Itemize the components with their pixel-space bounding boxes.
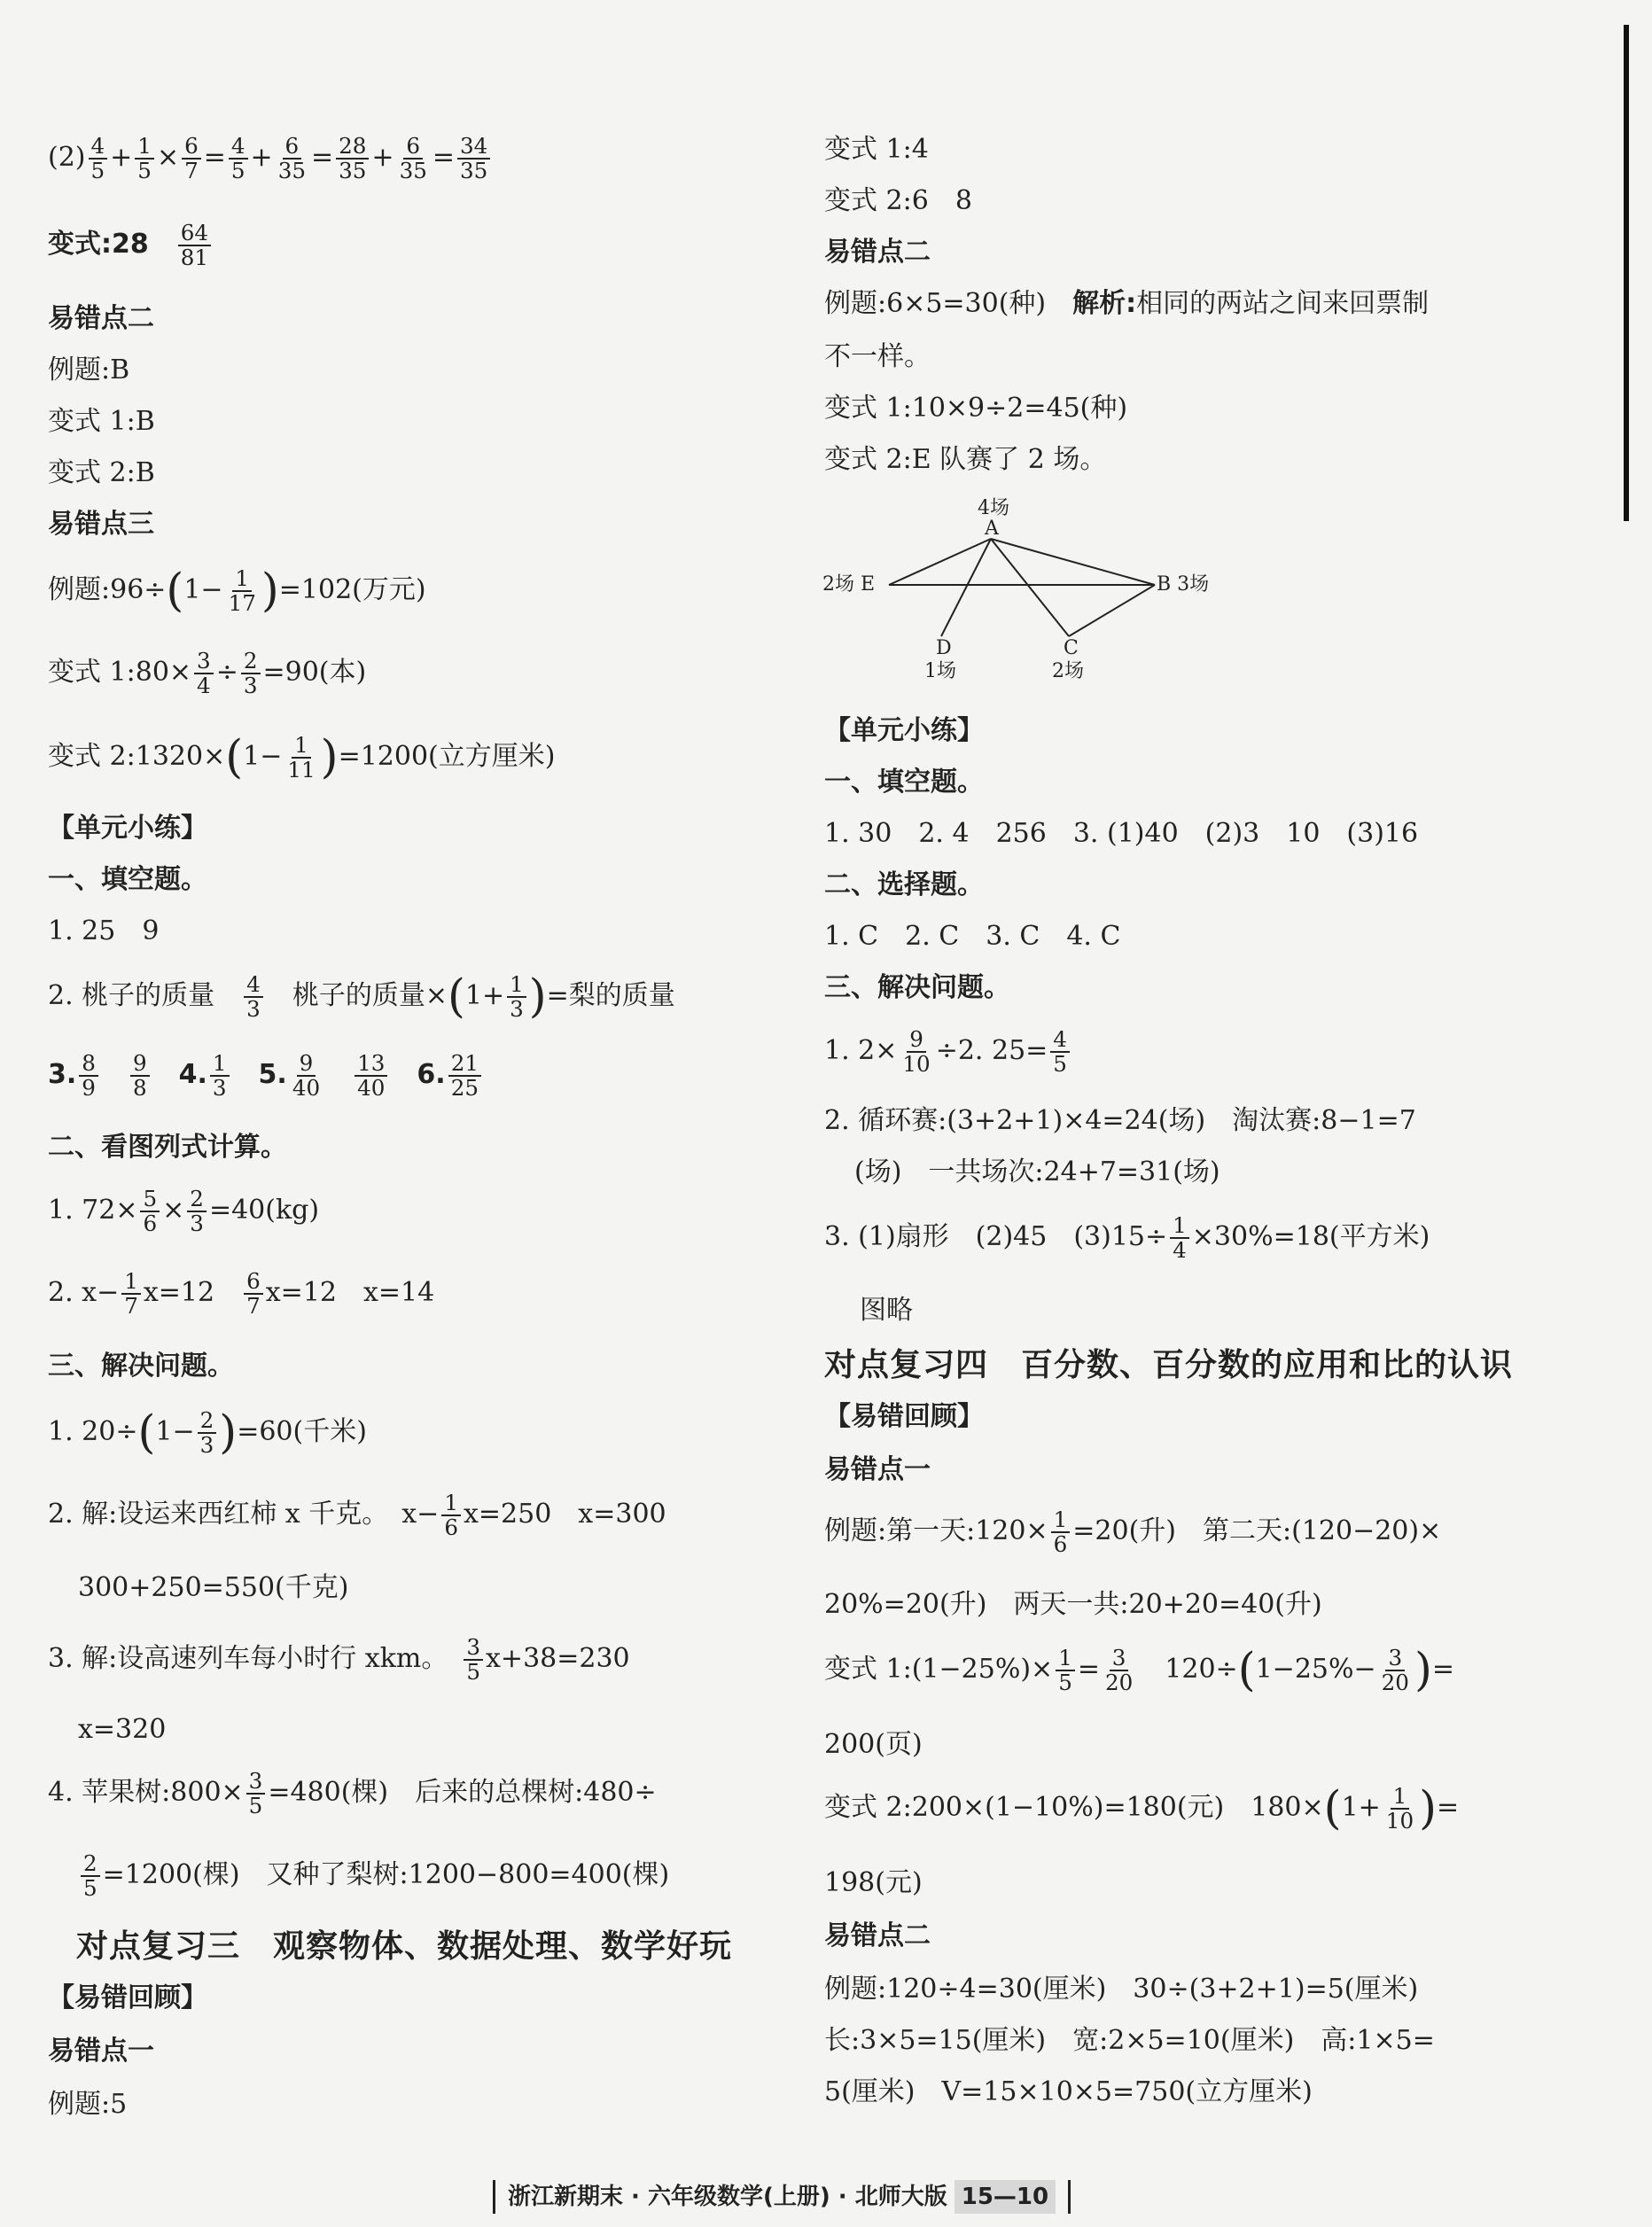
page-footer (493, 2180, 1071, 2214)
answer-line: 1. 30 2. 4 256 3. (1)40 (2)3 10 (3)16 (824, 818, 1419, 849)
fraction: $\frac{9}{10}$ (902, 1026, 931, 1077)
heading-e3: 易错点三 (48, 509, 154, 540)
fraction: $\frac{2}{5}$ (81, 1852, 100, 1900)
answer-line: 1. 20÷(1− $\frac{2}{3}$ )=60(千米) (48, 1406, 367, 1460)
answer-line: 300+250=550(千克) (78, 1572, 349, 1603)
answer-line: 变式 2:E 队赛了 2 场。 (824, 444, 1107, 475)
edge-a-c (991, 539, 1069, 636)
unit-practice-heading: 【单元小练】 (824, 715, 984, 746)
answer-line: 3. $\frac{8}{9}$ $\frac{9}{8}$ 4. $\frac{1}{3}$ 5. $\frac{9}{40}$ $\frac{13}{40}$ 6. $\frac{21}{25}$ (48, 1052, 484, 1100)
answer-line: 变式 2:200×(1−10%)=180(元) 180×(1+ $\frac{1}{10}$ )= (824, 1782, 1460, 1835)
fraction: $\frac{4}{5}$ (229, 135, 248, 183)
answer-line: 200(页) (824, 1729, 923, 1760)
edge-a-b (991, 539, 1155, 585)
edge-a-d (941, 539, 991, 636)
answer-line: 变式 1:10×9÷2=45(种) (824, 393, 1128, 424)
fraction: $\frac{1}{6}$ (1051, 1508, 1071, 1556)
node-d-count: 1场 (924, 660, 956, 682)
fraction: $\frac{34}{35}$ (457, 135, 490, 183)
fraction: $\frac{1}{17}$ (228, 565, 256, 616)
fraction: $\frac{3}{5}$ (246, 1770, 266, 1818)
edge-a-e (889, 539, 991, 585)
margin-rule (1624, 25, 1629, 521)
section-heading: 二、看图列式计算。 (48, 1132, 287, 1163)
node-a-count: 4场 (978, 497, 1009, 519)
heading-e2: 易错点二 (824, 1920, 931, 1951)
section-heading: 三、解决问题。 (48, 1351, 234, 1382)
fraction: $\frac{4}{3}$ (244, 973, 263, 1021)
fraction: $\frac{2}{3}$ (241, 650, 261, 697)
node-c-count: 2场 (1052, 660, 1084, 682)
answer-line: 不一样。 (824, 341, 931, 372)
answer-line: 例题:B (48, 354, 130, 385)
match-diagram (820, 496, 1236, 691)
answer-line: 例题:120÷4=30(厘米) 30÷(3+2+1)=5(厘米) (824, 1974, 1419, 2005)
footer-title: 浙江新期末 · 六年级数学(上册) · 北师大版 (508, 2184, 947, 2210)
answer-line: 2. 桃子的质量 $\frac{4}{3}$ 桃子的质量×(1+ $\frac{1}{3}$ )=梨的质量 (48, 970, 675, 1024)
fraction: $\frac{8}{9}$ (79, 1052, 98, 1100)
fraction: $\frac{1}{3}$ (507, 973, 526, 1021)
section-title: 对点复习三 观察物体、数据处理、数学好玩 (76, 1928, 733, 1965)
answer-line: 例题:6×5=30(种) 解析:相同的两站之间来回票制 (824, 288, 1430, 319)
fraction: $\frac{9}{40}$ (292, 1050, 321, 1101)
node-d: D (936, 637, 952, 659)
answer-line: 变式 2:1320×(1− $\frac{1}{11}$ )=1200(立方厘米) (48, 731, 556, 784)
fraction: $\frac{2}{3}$ (187, 1187, 206, 1235)
fraction: $\frac{1}{5}$ (135, 135, 154, 183)
answer-line: 变式 2:6 8 (824, 185, 972, 216)
answer-line: 3. (1)扇形 (2)45 (3)15÷ $\frac{1}{4}$ ×30%=18(平方米) (824, 1212, 1430, 1263)
node-a: A (985, 518, 999, 540)
fraction: $\frac{1}{11}$ (287, 732, 316, 783)
fraction: $\frac{1}{10}$ (1385, 1783, 1414, 1834)
fraction: $\frac{21}{25}$ (448, 1052, 481, 1100)
fraction: $\frac{6}{7}$ (182, 135, 201, 183)
node-b: B 3场 (1157, 573, 1210, 596)
section-title: 对点复习四 百分数、百分数的应用和比的认识 (824, 1347, 1514, 1383)
answer-line: 3. 解:设高速列车每小时行 xkm。 $\frac{3}{5}$ x+38=230 (48, 1634, 630, 1685)
fraction: $\frac{3}{4}$ (194, 650, 214, 697)
answer-line: 例题:5 (48, 2089, 128, 2120)
fraction: $\frac{4}{5}$ (89, 135, 108, 183)
answer-line: 4. 苹果树:800× $\frac{3}{5}$ =480(棵) 后来的总棵树:480÷ (48, 1768, 657, 1818)
answer-line: 20%=20(升) 两天一共:20+20=40(升) (824, 1589, 1322, 1620)
fraction: $\frac{1}{5}$ (1056, 1647, 1075, 1694)
answer-line: 5(厘米) V=15×10×5=750(立方厘米) (824, 2076, 1313, 2107)
fraction: $\frac{64}{81}$ (178, 222, 211, 269)
answer-line: 变式 2:B (48, 457, 155, 488)
answer-line: 变式 1:80× $\frac{3}{4}$ ÷ $\frac{2}{3}$ =90(本) (48, 648, 367, 698)
fraction: $\frac{13}{40}$ (355, 1052, 387, 1100)
fraction: $\frac{5}{6}$ (140, 1187, 160, 1235)
review-heading: 【易错回顾】 (48, 1982, 207, 2013)
answer-line: 变式 1:4 (824, 134, 929, 165)
answer-line: x=320 (78, 1714, 167, 1745)
answer-line: 2. 循环赛:(3+2+1)×4=24(场) 淘汰赛:8−1=7 (824, 1105, 1416, 1136)
node-c: C (1064, 637, 1079, 659)
answer-line: 2. x− $\frac{1}{7}$ x=12 $\frac{6}{7}$ x=12 x=14 (48, 1268, 435, 1319)
fraction: $\frac{1}{3}$ (210, 1052, 230, 1100)
fraction: $\frac{1}{6}$ (441, 1491, 461, 1539)
answer-line: 198(元) (824, 1867, 923, 1898)
section-heading: 三、解决问题。 (824, 972, 1010, 1003)
fraction: $\frac{1}{4}$ (1170, 1214, 1189, 1262)
answer-line: 变式 1:(1−25%)× $\frac{1}{5}$ = $\frac{3}{20}$ 120÷(1−25%− $\frac{3}{20}$ )= (824, 1644, 1454, 1697)
answer-line: $\frac{2}{5}$ =1200(棵) 又种了梨树:1200−800=400(棵) (78, 1852, 669, 1900)
answer-line: 图略 (860, 1295, 913, 1326)
page-number: 15—10 (955, 2180, 1056, 2214)
fraction: $\frac{3}{20}$ (1104, 1645, 1134, 1695)
fraction: $\frac{9}{8}$ (130, 1052, 150, 1100)
fraction: $\frac{6}{35}$ (399, 133, 427, 183)
fraction: $\frac{3}{20}$ (1381, 1645, 1409, 1695)
fraction: $\frac{2}{3}$ (198, 1409, 217, 1457)
edge-b-c (1069, 585, 1155, 636)
fraction: $\frac{1}{7}$ (121, 1270, 141, 1318)
fraction: $\frac{28}{35}$ (336, 135, 369, 183)
heading-e1: 易错点一 (48, 2036, 154, 2067)
heading-e1: 易错点一 (824, 1454, 931, 1485)
expr-line: (2) $\frac{4}{5}$ + $\frac{1}{5}$ × $\frac{6}{7}$ = $\frac{4}{5}$ + $\frac{6}{35}$ = $\frac{28}{35}$ + $\frac{6}{35}$ = $\frac{34}{35}$ (48, 135, 493, 183)
fraction: $\frac{4}{5}$ (1050, 1028, 1070, 1076)
variant-line: 变式:28 $\frac{64}{81}$ (48, 222, 214, 269)
answer-line: 例题:第一天:120× $\frac{1}{6}$ =20(升) 第二天:(120−20)× (824, 1507, 1442, 1557)
answer-line: 2. 解:设运来西红柿 x 千克。 x− $\frac{1}{6}$ x=250 x=300 (48, 1490, 666, 1540)
answer-line: 1. 25 9 (48, 915, 160, 946)
answer-line: 例题:96÷(1− $\frac{1}{17}$ )=102(万元) (48, 565, 426, 618)
fraction: $\frac{6}{35}$ (277, 133, 306, 183)
heading-e2: 易错点二 (48, 303, 154, 334)
node-e: 2场 E (822, 573, 876, 596)
section-heading: 一、填空题。 (48, 864, 207, 895)
answer-line: 1. C 2. C 3. C 4. C (824, 921, 1121, 952)
answer-line: 1. 72× $\frac{5}{6}$ × $\frac{2}{3}$ =40(kg) (48, 1186, 320, 1236)
heading-e2: 易错点二 (824, 237, 931, 268)
unit-practice-heading: 【单元小练】 (48, 813, 207, 844)
answer-line: 1. 2× $\frac{9}{10}$ ÷2. 25= $\frac{4}{5}$ (824, 1028, 1072, 1076)
section-heading: 一、填空题。 (824, 767, 984, 798)
review-heading: 【易错回顾】 (824, 1401, 984, 1432)
fraction: $\frac{6}{7}$ (244, 1270, 263, 1318)
answer-line: 变式 1:B (48, 406, 155, 437)
answer-line: (场) 一共场次:24+7=31(场) (854, 1156, 1220, 1187)
section-heading: 二、选择题。 (824, 869, 984, 900)
fraction: $\frac{3}{5}$ (464, 1636, 483, 1684)
answer-line: 长:3×5=15(厘米) 宽:2×5=10(厘米) 高:1×5= (824, 2025, 1435, 2056)
